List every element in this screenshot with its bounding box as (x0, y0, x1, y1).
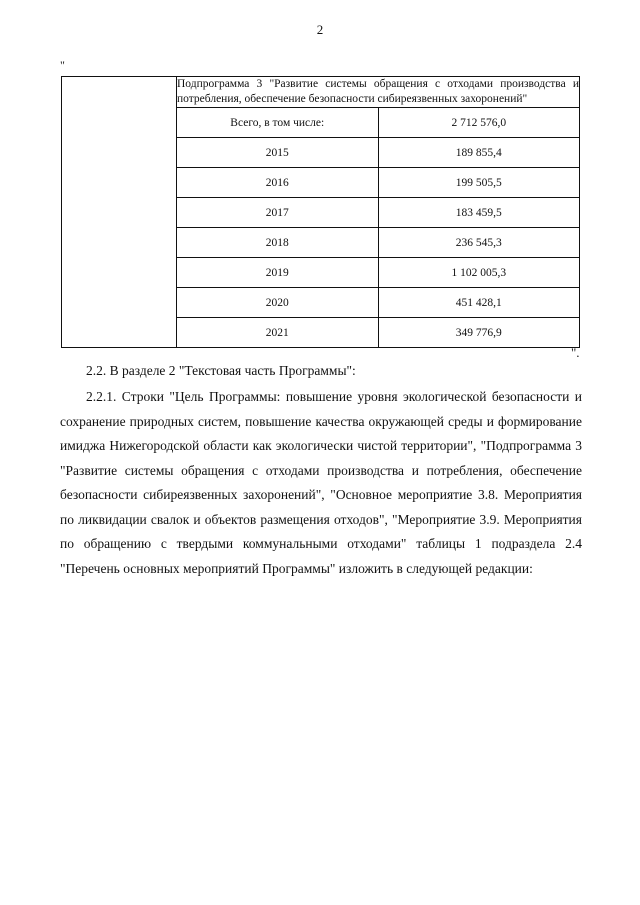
year-cell: 2020 (177, 288, 379, 318)
total-value: 2 712 576,0 (378, 108, 580, 138)
year-cell: 2019 (177, 258, 379, 288)
table-header-row (62, 77, 580, 108)
year-cell: 2021 (177, 318, 379, 348)
page-number: 2 (316, 22, 324, 37)
amount-cell: 199 505,5 (378, 168, 580, 198)
year-cell: 2017 (177, 198, 379, 228)
year-cell: 2016 (177, 168, 379, 198)
opening-quote: " (60, 58, 65, 72)
closing-quote: ". (571, 345, 580, 360)
amount-cell: 236 545,3 (378, 228, 580, 258)
total-label: Всего, в том числе: (177, 108, 379, 138)
year-cell: 2018 (177, 228, 379, 258)
section-heading: 2.2. В разделе 2 "Текстовая часть Программы": (86, 363, 356, 378)
year-cell: 2015 (177, 138, 379, 168)
amount-cell: 189 855,4 (378, 138, 580, 168)
subprogram-funding-table (61, 76, 580, 348)
amount-cell: 349 776,9 (378, 318, 580, 348)
amount-cell: 451 428,1 (378, 288, 580, 318)
amount-cell: 1 102 005,3 (378, 258, 580, 288)
left-empty-cell (62, 77, 177, 348)
amount-cell: 183 459,5 (378, 198, 580, 228)
subprogram-title: Подпрограмма 3 "Развитие системы обращения с отходами производства и потребления, обеспечение безопасности сибиреязвенных захоронений" (177, 77, 580, 108)
body-paragraph: 2.2.1. Строки "Цель Программы: повышение уровня экологической безопасности и сохранение природных систем, повышение качества окружающей среды и формирование имиджа Нижегородской области как экологически чистой территории", "Подпрограмма 3 "Развитие системы обращения с отходами производства и потребления, обеспечение безопасности сибиреязвенных захоронений", "Основное мероприятие 3.8. Мероприятия по ликвидации свалок и объектов размещения отходов", "Мероприятие 3.9. Мероприятия по обращению с твердыми коммунальными отходами" таблицы 1 подраздела 2.4 "Перечень основных мероприятий Программы" изложить в следующей редакции: (60, 389, 582, 576)
